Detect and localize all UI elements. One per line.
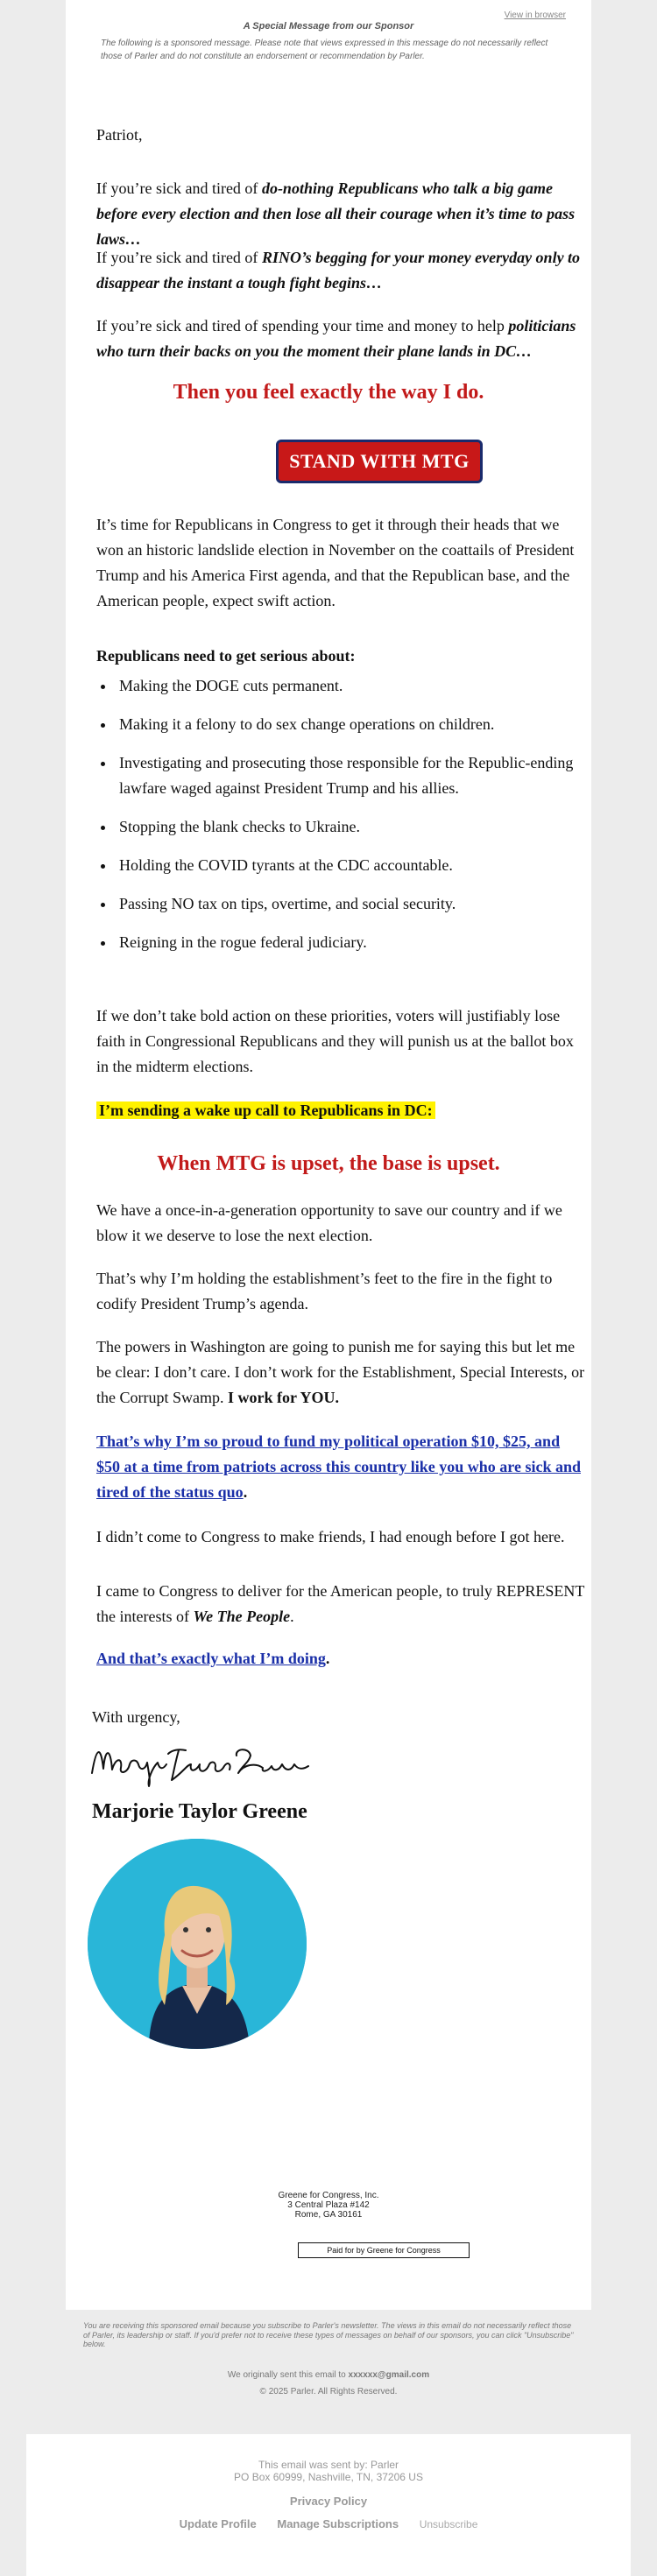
view-in-browser-link[interactable]: View in browser bbox=[504, 11, 566, 20]
signoff bbox=[92, 1705, 583, 1730]
closing-paragraph bbox=[96, 1646, 587, 1672]
sponsor-title: A Special Message from our Sponsor bbox=[243, 21, 414, 32]
committee-address bbox=[66, 2191, 591, 2220]
paragraph-5 bbox=[96, 1003, 587, 1080]
paragraph-1 bbox=[96, 176, 587, 252]
p8-lead: The powers in Washington are going to punish me for saying this but let me be clear: I don’t care. I don’t work for the Establishment, Special Interests, or the Corrupt Swamp. bbox=[96, 1338, 585, 1406]
portrait-photo bbox=[88, 1839, 307, 2049]
paragraph-7 bbox=[96, 1266, 587, 1317]
list-item: • Reigning in the rogue federal judiciary. bbox=[116, 930, 587, 955]
p7-text: That’s why I’m holding the establishment’s feet to the fire in the fight to codify President Trump’s agenda. bbox=[96, 1270, 553, 1313]
list-item: • Holding the COVID tyrants at the CDC accountable. bbox=[116, 853, 587, 878]
paid-for-disclaimer: Paid for by Greene for Congress bbox=[298, 2242, 470, 2258]
closing-link[interactable]: And that’s exactly what I’m doing bbox=[96, 1650, 326, 1667]
list-heading: Republicans need to get serious about: bbox=[96, 647, 356, 665]
paragraph-3 bbox=[96, 313, 587, 364]
header-gray-band bbox=[591, 0, 657, 74]
paragraph-2 bbox=[96, 245, 587, 296]
paragraph-9 bbox=[96, 1524, 587, 1550]
paragraph-4 bbox=[96, 512, 587, 614]
p3-lead: If you’re sick and tired of spending your time and money to help bbox=[96, 317, 509, 334]
committee-address-line2: Rome, GA 30161 bbox=[294, 2210, 363, 2220]
update-profile-link[interactable]: Update Profile bbox=[179, 2517, 257, 2530]
p2-lead: If you’re sick and tired of bbox=[96, 249, 262, 266]
recipient-email: xxxxxx@gmail.com bbox=[348, 2370, 430, 2380]
greeting bbox=[96, 123, 587, 148]
paragraph-6 bbox=[96, 1198, 587, 1249]
manage-subscriptions-link[interactable]: Manage Subscriptions bbox=[277, 2517, 399, 2530]
committee-name: Greene for Congress, Inc. bbox=[278, 2191, 379, 2200]
sponsored-disclaimer: You are receiving this sponsored email because you subscribe to Parler's newsletter. The views in this email do not necessarily reflect those of Parler, its leadership or staff. If you'd prefer not to receive these types of messages on behalf of our sponsors, you can click "Unsubscribe" below. bbox=[83, 2321, 574, 2348]
p1-bold: do-nothing Republicans who talk a big game before every election and then lose all their courage when it’s time to pass laws… bbox=[96, 179, 576, 248]
email-card bbox=[66, 0, 591, 2576]
list-item: • Investigating and prosecuting those responsible for the Republic-ending lawfare waged against President Trump and his allies. bbox=[116, 750, 587, 801]
p3-bold: politicians who turn their backs on you the moment their plane lands in DC… bbox=[96, 317, 576, 360]
po-box: PO Box 60999, Nashville, TN, 37206 US bbox=[234, 2471, 423, 2483]
p2-bold: RINO’s begging for your money everyday only to disappear the instant a tough fight begins… bbox=[96, 249, 581, 292]
closing-period: . bbox=[325, 1650, 330, 1667]
p10-lead: I came to Congress to deliver for the American people, to truly REPRESENT the interests of bbox=[96, 1582, 585, 1625]
headline-feel-same: Then you feel exactly the way I do. bbox=[173, 381, 484, 404]
signature-image bbox=[88, 1738, 315, 1789]
footer-links bbox=[26, 2517, 631, 2530]
parler-footer bbox=[26, 2434, 631, 2576]
portrait-illustration bbox=[88, 1839, 307, 2049]
list-item: • Making the DOGE cuts permanent. bbox=[116, 673, 587, 699]
list-item: • Passing NO tax on tips, overtime, and social security. bbox=[116, 891, 587, 917]
headline-mtg-upset: When MTG is upset, the base is upset. bbox=[157, 1152, 500, 1175]
privacy-policy-link[interactable]: Privacy Policy bbox=[289, 2495, 368, 2508]
signer-name: Marjorie Taylor Greene bbox=[92, 1800, 307, 1823]
donate-link[interactable]: That’s why I’m so proud to fund my political operation $10, $25, and $50 at a time from patriots across this country like you who are sick and tired of the status quo bbox=[96, 1432, 581, 1501]
sponsor-note: The following is a sponsored message. Please note that views expressed in this message do not necessarily reflect those of Parler and do not constitute an endorsement or recommendation by Parler. bbox=[101, 39, 548, 61]
sent-by: This email was sent by: Parler bbox=[258, 2459, 399, 2471]
paragraph-8 bbox=[96, 1334, 587, 1411]
p6-text: We have a once-in-a-generation opportunity to save our country and if we blow it we deserve to lose the next election. bbox=[96, 1201, 562, 1244]
list-item: • Stopping the blank checks to Ukraine. bbox=[116, 814, 587, 840]
sent-to-lead: We originally sent this email to bbox=[227, 2370, 349, 2380]
p10-bold: We The People bbox=[193, 1608, 291, 1625]
sent-to-line bbox=[66, 2370, 591, 2380]
list-item: • Making it a felony to do sex change operations on children. bbox=[116, 712, 587, 737]
paragraph-10 bbox=[96, 1579, 587, 1629]
p4-text: It’s time for Republicans in Congress to get it through their heads that we won an historic landslide election in November on the coattails of President Trump and his America First agenda, and that the Republican base, and the American people, expect swift action. bbox=[96, 516, 575, 609]
donate-paragraph bbox=[96, 1429, 587, 1505]
donate-period: . bbox=[243, 1483, 248, 1501]
p8-bold: I work for YOU. bbox=[228, 1389, 339, 1406]
priorities-list bbox=[96, 673, 587, 955]
p9-text: I didn’t come to Congress to make friends, I had enough before I got here. bbox=[96, 1528, 565, 1545]
wake-up-call bbox=[96, 1098, 587, 1123]
copyright: © 2025 Parler. All Rights Reserved. bbox=[259, 2387, 398, 2397]
p10-end: . bbox=[290, 1608, 294, 1625]
p1-lead: If you’re sick and tired of bbox=[96, 179, 262, 197]
unsubscribe-link[interactable]: Unsubscribe bbox=[419, 2518, 478, 2530]
stand-with-mtg-button[interactable]: STAND WITH MTG bbox=[276, 440, 483, 483]
signoff-text: With urgency, bbox=[92, 1708, 180, 1726]
priorities-section bbox=[96, 644, 587, 968]
committee-address-line1: 3 Central Plaza #142 bbox=[287, 2200, 370, 2210]
p5-text: If we don’t take bold action on these priorities, voters will justifiably lose faith in Congressional Republicans and they will punish us at the ballot box in the midterm elections. bbox=[96, 1007, 574, 1075]
greeting-text: Patriot, bbox=[96, 126, 143, 144]
highlighted-text: I’m sending a wake up call to Republicans in DC: bbox=[96, 1101, 435, 1119]
